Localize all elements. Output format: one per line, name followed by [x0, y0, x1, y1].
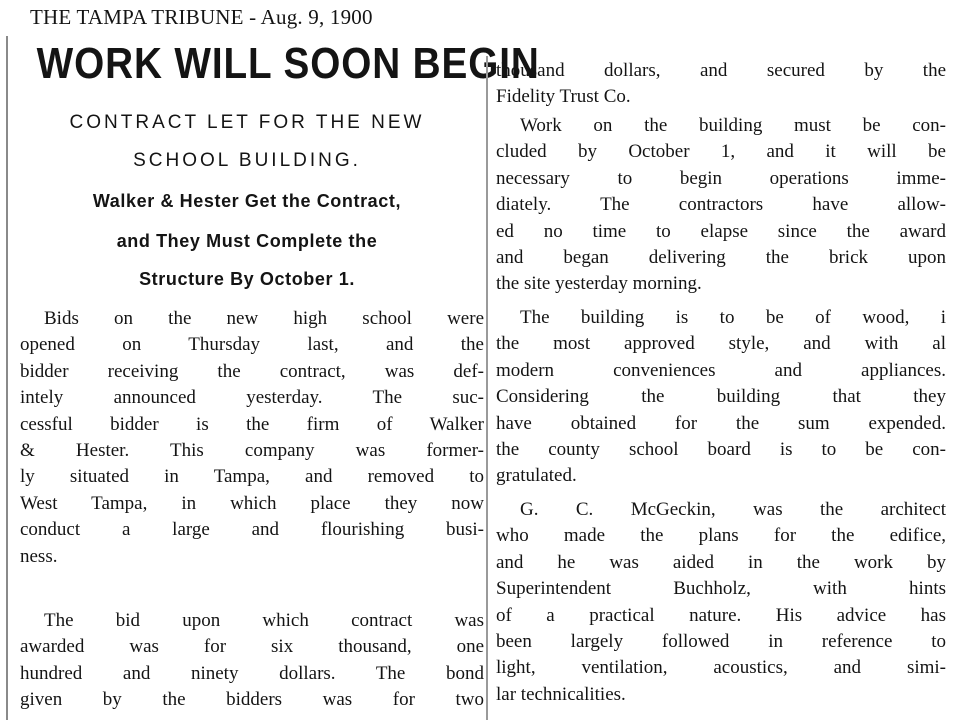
text-line: G. C. McGeckin, was the architect — [520, 499, 946, 520]
text-line: hundred and ninety dollars. The bond — [20, 662, 484, 684]
headline: WORK WILL SOON BEGIN — [36, 39, 540, 88]
text-line: modern conveniences and appliances. — [496, 359, 946, 381]
text-line: the county school board is to be con- — [496, 438, 946, 460]
text-line: Fidelity Trust Co. — [496, 86, 631, 108]
text-line: ness. — [20, 545, 58, 567]
text-line: and began delivering the brick upon — [496, 246, 946, 268]
right-column — [486, 56, 958, 720]
text-line: lar technicalities. — [496, 683, 626, 705]
text-line: Considering the building that they — [496, 386, 946, 408]
text-line: ly situated in Tampa, and removed to — [20, 466, 484, 488]
paragraph-bid-amount — [20, 608, 484, 714]
text-line: conduct a large and flourishing busi- — [20, 519, 484, 541]
text-line: The building is to be of wood, i — [520, 307, 946, 328]
text-line: West Tampa, in which place they now — [20, 492, 484, 514]
subhead-5: Structure By October 1. — [139, 269, 355, 289]
text-line: awarded was for six thousand, one — [20, 636, 484, 658]
text-line: & Hester. This company was former- — [20, 439, 484, 461]
text-line: of a practical nature. His advice has — [496, 604, 946, 626]
text-line: light, ventilation, acoustics, and simi- — [496, 657, 946, 679]
text-line: cessful bidder is the firm of Walker — [20, 413, 484, 435]
text-line: ed no time to elapse since the award — [496, 220, 946, 242]
text-line: have obtained for the sum expended. — [496, 412, 946, 434]
text-line: intely announced yesterday. The suc- — [20, 387, 484, 409]
subhead-1: CONTRACT LET FOR THE NEW — [69, 112, 425, 133]
text-line: cluded by October 1, and it will be — [496, 141, 946, 163]
text-line: Bids on the new high school were — [44, 308, 484, 329]
subhead-2: SCHOOL BUILDING. — [133, 150, 361, 171]
text-line: gratulated. — [496, 465, 577, 487]
text-line: been largely followed in reference to — [496, 630, 946, 652]
text-line: the most approved style, and with al — [496, 333, 946, 355]
text-line: The bid upon which contract was — [44, 610, 484, 631]
text-line: who made the plans for the edifice, — [496, 525, 946, 547]
subhead-4: and They Must Complete the — [116, 231, 378, 251]
text-line: thousand dollars, and secured by the — [496, 60, 946, 81]
text-line: bidder receiving the contract, was def- — [20, 360, 484, 382]
paragraph-architect — [496, 497, 946, 708]
paragraph-work-schedule — [496, 113, 946, 298]
subhead-3: Walker & Hester Get the Contract, — [92, 191, 402, 211]
masthead: THE TAMPA TRIBUNE - Aug. 9, 1900 — [30, 5, 373, 29]
text-line: the site yesterday morning. — [496, 273, 702, 295]
paragraph-bond — [496, 58, 946, 111]
text-line: Superintendent Buchholz, with hints — [496, 578, 946, 600]
text-line: diately. The contractors have allow- — [496, 194, 946, 216]
text-line: and he was aided in the work by — [496, 551, 946, 573]
paragraph-bids — [20, 306, 484, 570]
text-line: given by the bidders was for two — [20, 689, 484, 711]
text-line: Work on the building must be con- — [520, 115, 946, 136]
text-line: opened on Thursday last, and the — [20, 334, 484, 356]
paragraph-building — [496, 305, 946, 490]
text-line: necessary to begin operations imme- — [496, 167, 946, 189]
